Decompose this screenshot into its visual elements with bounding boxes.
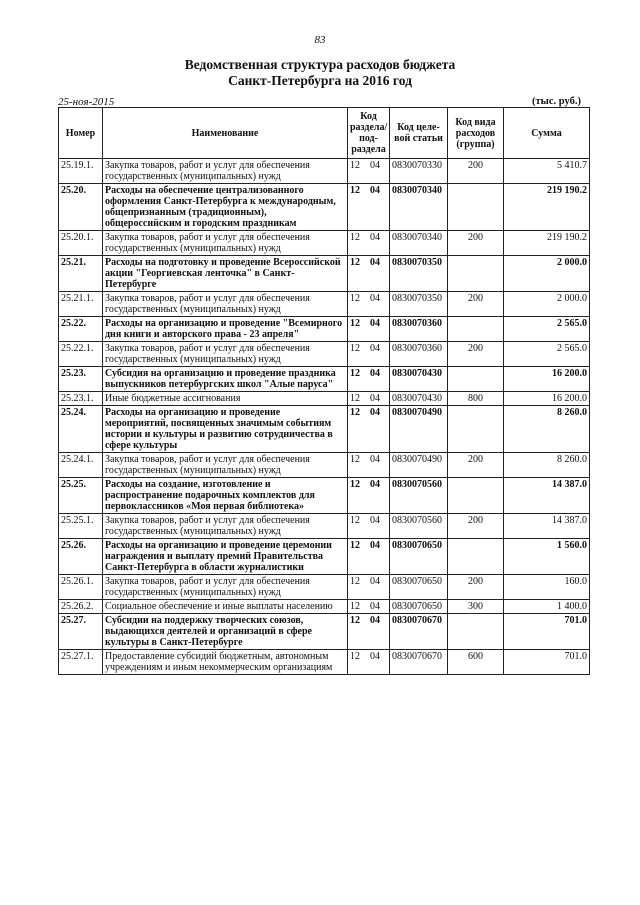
row-section-code — [348, 539, 390, 575]
section-code: 12 — [350, 318, 360, 329]
row-sum: 14 387.0 — [504, 514, 590, 539]
row-name: Расходы на подготовку и проведение Всероссийской акции "Георгиевская ленточка" в Санкт-Петербурге — [103, 256, 348, 292]
row-number: 25.20.1. — [59, 231, 103, 256]
title-line-1: Ведомственная структура расходов бюджета — [184, 57, 456, 72]
row-section-code — [348, 478, 390, 514]
title-line-2: Санкт-Петербурга на 2016 год — [228, 73, 412, 88]
row-section-code — [348, 184, 390, 231]
header-expense-type: Код вида расходов (группа) — [448, 108, 504, 159]
subsection-code: 04 — [370, 651, 380, 662]
row-article-code: 0830070560 — [390, 514, 448, 539]
section-code: 12 — [350, 185, 360, 196]
row-sum: 5 410.7 — [504, 159, 590, 184]
row-sum: 2 565.0 — [504, 342, 590, 367]
row-expense-type: 300 — [448, 600, 504, 614]
section-code: 12 — [350, 515, 360, 526]
row-expense-type: 200 — [448, 514, 504, 539]
row-expense-type: 200 — [448, 159, 504, 184]
row-sum: 2 000.0 — [504, 292, 590, 317]
row-number: 25.21. — [59, 256, 103, 292]
row-article-code: 0830070350 — [390, 256, 448, 292]
row-sum: 2 565.0 — [504, 317, 590, 342]
row-expense-type — [448, 614, 504, 650]
row-expense-type: 200 — [448, 342, 504, 367]
row-article-code: 0830070360 — [390, 342, 448, 367]
row-article-code: 0830070560 — [390, 478, 448, 514]
row-article-code: 0830070490 — [390, 406, 448, 453]
subsection-code: 04 — [370, 160, 380, 171]
header-name: Наименование — [103, 108, 348, 159]
subsection-code: 04 — [370, 479, 380, 490]
row-sum: 16 200.0 — [504, 392, 590, 406]
unit-label: (тыс. руб.) — [532, 96, 581, 107]
subsection-code: 04 — [370, 293, 380, 304]
row-number: 25.22.1. — [59, 342, 103, 367]
subsection-code: 04 — [370, 368, 380, 379]
row-name: Закупка товаров, работ и услуг для обеспечения государственных (муниципальных) нужд — [103, 342, 348, 367]
row-expense-type — [448, 184, 504, 231]
row-expense-type — [448, 539, 504, 575]
row-section-code — [348, 650, 390, 675]
row-section-code — [348, 342, 390, 367]
table-row — [59, 392, 590, 406]
subsection-code: 04 — [370, 393, 380, 404]
row-expense-type — [448, 406, 504, 453]
row-number: 25.21.1. — [59, 292, 103, 317]
table-row — [59, 478, 590, 514]
row-article-code: 0830070650 — [390, 539, 448, 575]
table-row — [59, 231, 590, 256]
subsection-code: 04 — [370, 615, 380, 626]
section-code: 12 — [350, 540, 360, 551]
row-name: Закупка товаров, работ и услуг для обеспечения государственных (муниципальных) нужд — [103, 159, 348, 184]
row-sum: 1 560.0 — [504, 539, 590, 575]
row-name: Субсидия на организацию и проведение праздника выпускников петербургских школ "Алые паруса" — [103, 367, 348, 392]
section-code: 12 — [350, 232, 360, 243]
table-row — [59, 539, 590, 575]
row-article-code: 0830070670 — [390, 650, 448, 675]
table-row — [59, 342, 590, 367]
row-article-code: 0830070430 — [390, 392, 448, 406]
row-sum: 8 260.0 — [504, 406, 590, 453]
budget-table — [58, 107, 590, 675]
row-number: 25.25. — [59, 478, 103, 514]
row-article-code: 0830070360 — [390, 317, 448, 342]
row-number: 25.26. — [59, 539, 103, 575]
subsection-code: 04 — [370, 515, 380, 526]
row-sum: 701.0 — [504, 614, 590, 650]
row-expense-type: 200 — [448, 231, 504, 256]
row-sum: 701.0 — [504, 650, 590, 675]
row-name: Расходы на обеспечение централизованного оформления Санкт-Петербурга к международным, общепризнанным (традиционным), общероссийским и городским праздникам — [103, 184, 348, 231]
row-name: Расходы на создание, изготовление и распространение подарочных комплектов для первоклассников «Моя первая библиотека» — [103, 478, 348, 514]
row-sum: 14 387.0 — [504, 478, 590, 514]
table-row — [59, 256, 590, 292]
row-name: Закупка товаров, работ и услуг для обеспечения государственных (муниципальных) нужд — [103, 231, 348, 256]
row-expense-type: 200 — [448, 575, 504, 600]
row-number: 25.27. — [59, 614, 103, 650]
row-name: Социальное обеспечение и иные выплаты населению — [103, 600, 348, 614]
row-number: 25.23.1. — [59, 392, 103, 406]
row-article-code: 0830070430 — [390, 367, 448, 392]
row-section-code — [348, 392, 390, 406]
row-number: 25.24. — [59, 406, 103, 453]
row-number: 25.23. — [59, 367, 103, 392]
row-article-code: 0830070350 — [390, 292, 448, 317]
section-code: 12 — [350, 601, 360, 612]
section-code: 12 — [350, 160, 360, 171]
header-article-code: Код целе-вой статьи — [390, 108, 448, 159]
row-name: Расходы на организацию и проведение мероприятий, посвященных значимым событиям истории и культуры и развитию сотрудничества в сфере культуры — [103, 406, 348, 453]
section-code: 12 — [350, 615, 360, 626]
table-row — [59, 367, 590, 392]
subsection-code: 04 — [370, 185, 380, 196]
row-name: Закупка товаров, работ и услуг для обеспечения государственных (муниципальных) нужд — [103, 575, 348, 600]
row-article-code: 0830070340 — [390, 231, 448, 256]
row-section-code — [348, 575, 390, 600]
row-article-code: 0830070490 — [390, 453, 448, 478]
row-number: 25.27.1. — [59, 650, 103, 675]
subsection-code: 04 — [370, 576, 380, 587]
table-row — [59, 406, 590, 453]
row-expense-type — [448, 256, 504, 292]
document-title — [0, 57, 640, 89]
row-name: Предоставление субсидий бюджетным, автономным учреждениям и иным некоммерческим организациям — [103, 650, 348, 675]
row-name: Иные бюджетные ассигнования — [103, 392, 348, 406]
row-section-code — [348, 514, 390, 539]
header-sum: Сумма — [504, 108, 590, 159]
row-section-code — [348, 406, 390, 453]
row-sum: 1 400.0 — [504, 600, 590, 614]
row-section-code — [348, 159, 390, 184]
row-name: Расходы на организацию и проведение "Всемирного дня книги и авторского права - 23 апреля" — [103, 317, 348, 342]
section-code: 12 — [350, 651, 360, 662]
table-row — [59, 600, 590, 614]
row-article-code: 0830070650 — [390, 575, 448, 600]
row-sum: 8 260.0 — [504, 453, 590, 478]
row-sum: 160.0 — [504, 575, 590, 600]
section-code: 12 — [350, 454, 360, 465]
row-article-code: 0830070340 — [390, 184, 448, 231]
section-code: 12 — [350, 576, 360, 587]
row-expense-type — [448, 367, 504, 392]
subsection-code: 04 — [370, 601, 380, 612]
row-section-code — [348, 600, 390, 614]
row-number: 25.25.1. — [59, 514, 103, 539]
row-article-code: 0830070330 — [390, 159, 448, 184]
table-row — [59, 614, 590, 650]
row-expense-type — [448, 317, 504, 342]
section-code: 12 — [350, 479, 360, 490]
section-code: 12 — [350, 343, 360, 354]
table-row — [59, 184, 590, 231]
row-expense-type — [448, 478, 504, 514]
row-expense-type: 600 — [448, 650, 504, 675]
row-name: Закупка товаров, работ и услуг для обеспечения государственных (муниципальных) нужд — [103, 514, 348, 539]
subsection-code: 04 — [370, 232, 380, 243]
row-name: Закупка товаров, работ и услуг для обеспечения государственных (муниципальных) нужд — [103, 292, 348, 317]
table-row — [59, 292, 590, 317]
subsection-code: 04 — [370, 407, 380, 418]
row-number: 25.22. — [59, 317, 103, 342]
section-code: 12 — [350, 407, 360, 418]
row-section-code — [348, 317, 390, 342]
section-code: 12 — [350, 368, 360, 379]
row-number: 25.19.1. — [59, 159, 103, 184]
row-section-code — [348, 614, 390, 650]
section-code: 12 — [350, 257, 360, 268]
row-sum: 2 000.0 — [504, 256, 590, 292]
document-date: 25-ноя-2015 — [58, 96, 115, 108]
subsection-code: 04 — [370, 318, 380, 329]
row-sum: 219 190.2 — [504, 184, 590, 231]
row-number: 25.26.1. — [59, 575, 103, 600]
row-name: Закупка товаров, работ и услуг для обеспечения государственных (муниципальных) нужд — [103, 453, 348, 478]
row-section-code — [348, 292, 390, 317]
table-header-row — [59, 108, 590, 159]
row-article-code: 0830070650 — [390, 600, 448, 614]
subsection-code: 04 — [370, 343, 380, 354]
row-number: 25.26.2. — [59, 600, 103, 614]
row-number: 25.24.1. — [59, 453, 103, 478]
row-name: Расходы на организацию и проведение церемонии награждения и выплату премий Правительства Санкт-Петербурга в области журналистики — [103, 539, 348, 575]
table-row — [59, 453, 590, 478]
row-section-code — [348, 367, 390, 392]
row-section-code — [348, 453, 390, 478]
header-section-code: Код раздела/ под-раздела — [348, 108, 390, 159]
table-row — [59, 317, 590, 342]
row-section-code — [348, 231, 390, 256]
row-number: 25.20. — [59, 184, 103, 231]
table-row — [59, 159, 590, 184]
row-article-code: 0830070670 — [390, 614, 448, 650]
row-section-code — [348, 256, 390, 292]
subsection-code: 04 — [370, 257, 380, 268]
page-number: 83 — [314, 34, 326, 46]
subsection-code: 04 — [370, 540, 380, 551]
row-sum: 219 190.2 — [504, 231, 590, 256]
section-code: 12 — [350, 293, 360, 304]
table-row — [59, 575, 590, 600]
subsection-code: 04 — [370, 454, 380, 465]
table-row — [59, 514, 590, 539]
row-expense-type: 200 — [448, 292, 504, 317]
table-row — [59, 650, 590, 675]
section-code: 12 — [350, 393, 360, 404]
row-expense-type: 800 — [448, 392, 504, 406]
row-sum: 16 200.0 — [504, 367, 590, 392]
row-expense-type: 200 — [448, 453, 504, 478]
row-name: Субсидии на поддержку творческих союзов, выдающихся деятелей и организаций в сфере культуры в Санкт-Петербурге — [103, 614, 348, 650]
header-number: Номер — [59, 108, 103, 159]
